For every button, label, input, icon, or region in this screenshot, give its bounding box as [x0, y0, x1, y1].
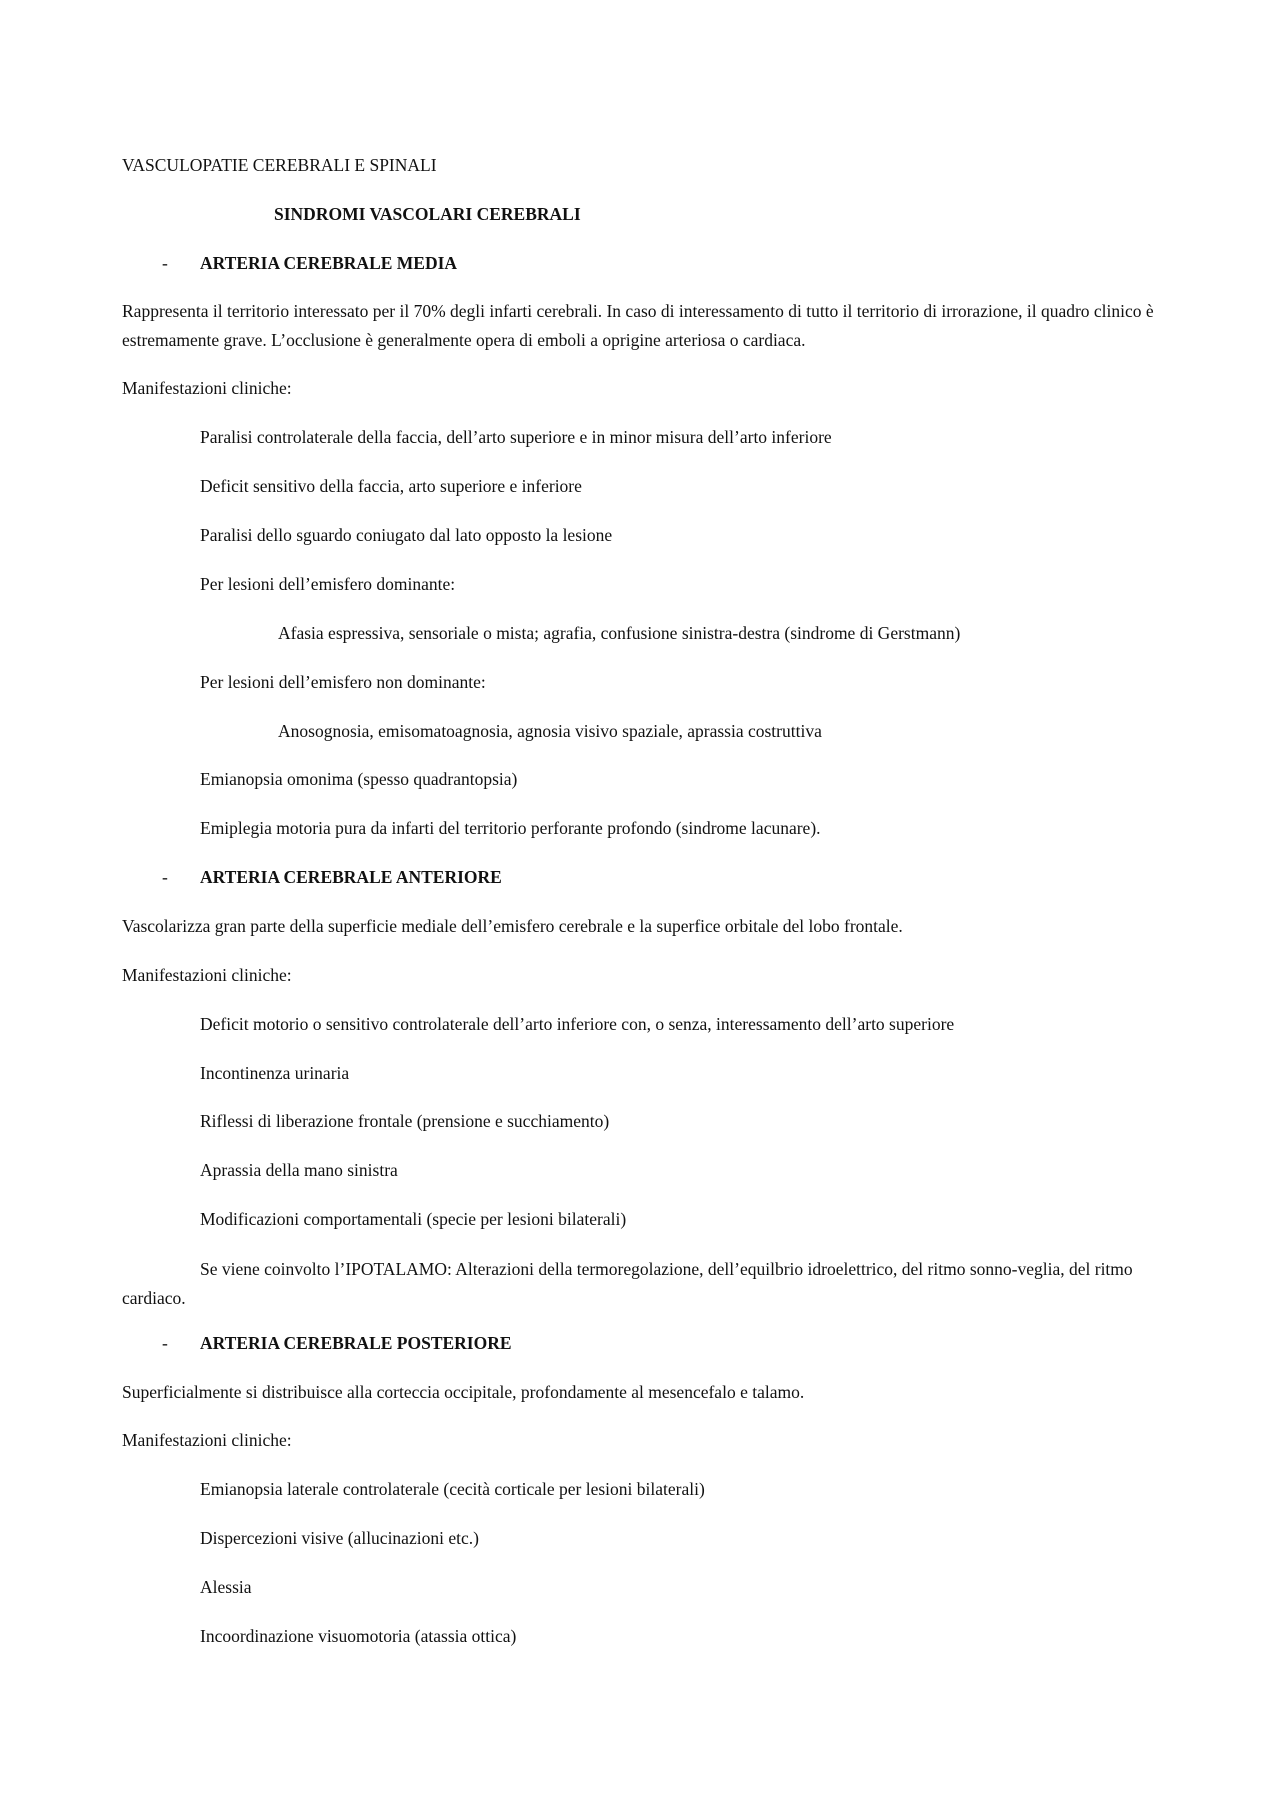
manifestation-subitem: Afasia espressiva, sensoriale o mista; agrafia, confusione sinistra-destra (sindrome di Gerstmann) [278, 623, 961, 643]
section-description-media: Rappresenta il territorio interessato per il 70% degli infarti cerebrali. In caso di interessamento di tutto il territorio di irrorazione, il quadro clinico è estremamente grave. L’occlusione è generalmente opera di emboli a oprigine arteriosa o cardiaca. [122, 301, 1154, 350]
manifestation-item: Paralisi controlaterale della faccia, dell’arto superiore e in minor misura dell’arto inferiore [200, 427, 832, 447]
section-heading-anteriore: ARTERIA CEREBRALE ANTERIORE [200, 867, 502, 887]
section-bullet: - [162, 1333, 168, 1353]
manifestations-label: Manifestazioni cliniche: [122, 378, 292, 398]
manifestation-item: Deficit sensitivo della faccia, arto superiore e inferiore [200, 476, 582, 496]
manifestations-label: Manifestazioni cliniche: [122, 1430, 292, 1450]
manifestation-item: Alessia [200, 1577, 252, 1597]
section-description-posteriore: Superficialmente si distribuisce alla corteccia occipitale, profondamente al mesencefalo e talamo. [122, 1382, 805, 1402]
manifestation-item: Incoordinazione visuomotoria (atassia ottica) [200, 1626, 517, 1646]
manifestation-item: Per lesioni dell’emisfero dominante: [200, 574, 456, 594]
section-title: SINDROMI VASCOLARI CEREBRALI [274, 204, 581, 224]
manifestation-item: Emianopsia omonima (spesso quadrantopsia) [200, 769, 518, 789]
manifestation-item: Emiplegia motoria pura da infarti del territorio perforante profondo (sindrome lacunare). [200, 818, 821, 838]
manifestation-item: Riflessi di liberazione frontale (prensione e succhiamento) [200, 1111, 610, 1131]
document-title: VASCULOPATIE CEREBRALI E SPINALI [122, 155, 437, 175]
section-bullet: - [162, 253, 168, 273]
manifestation-subitem: Anosognosia, emisomatoagnosia, agnosia visivo spaziale, aprassia costruttiva [278, 721, 822, 741]
manifestation-item: Emianopsia laterale controlaterale (cecità corticale per lesioni bilaterali) [200, 1479, 705, 1499]
section-bullet: - [162, 867, 168, 887]
manifestation-item: Deficit motorio o sensitivo controlaterale dell’arto inferiore con, o senza, interessamento dell’arto superiore [200, 1014, 955, 1034]
hypothalamus-note: Se viene coinvolto l’IPOTALAMO: Alterazioni della termoregolazione, dell’equilbrio idroelettrico, del ritmo sonno-veglia, del ritmo cardiaco. [122, 1259, 1133, 1308]
manifestation-item: Per lesioni dell’emisfero non dominante: [200, 672, 486, 692]
manifestation-item: Aprassia della mano sinistra [200, 1160, 398, 1180]
manifestation-item: Dispercezioni visive (allucinazioni etc.) [200, 1528, 479, 1548]
manifestations-label: Manifestazioni cliniche: [122, 965, 292, 985]
section-heading-posteriore: ARTERIA CEREBRALE POSTERIORE [200, 1333, 512, 1353]
section-description-anteriore: Vascolarizza gran parte della superficie mediale dell’emisfero cerebrale e la superfice orbitale del lobo frontale. [122, 916, 903, 936]
manifestation-item: Paralisi dello sguardo coniugato dal lato opposto la lesione [200, 525, 613, 545]
manifestation-item: Incontinenza urinaria [200, 1063, 350, 1083]
manifestation-item: Modificazioni comportamentali (specie per lesioni bilaterali) [200, 1209, 627, 1229]
section-heading-media: ARTERIA CEREBRALE MEDIA [200, 253, 458, 273]
